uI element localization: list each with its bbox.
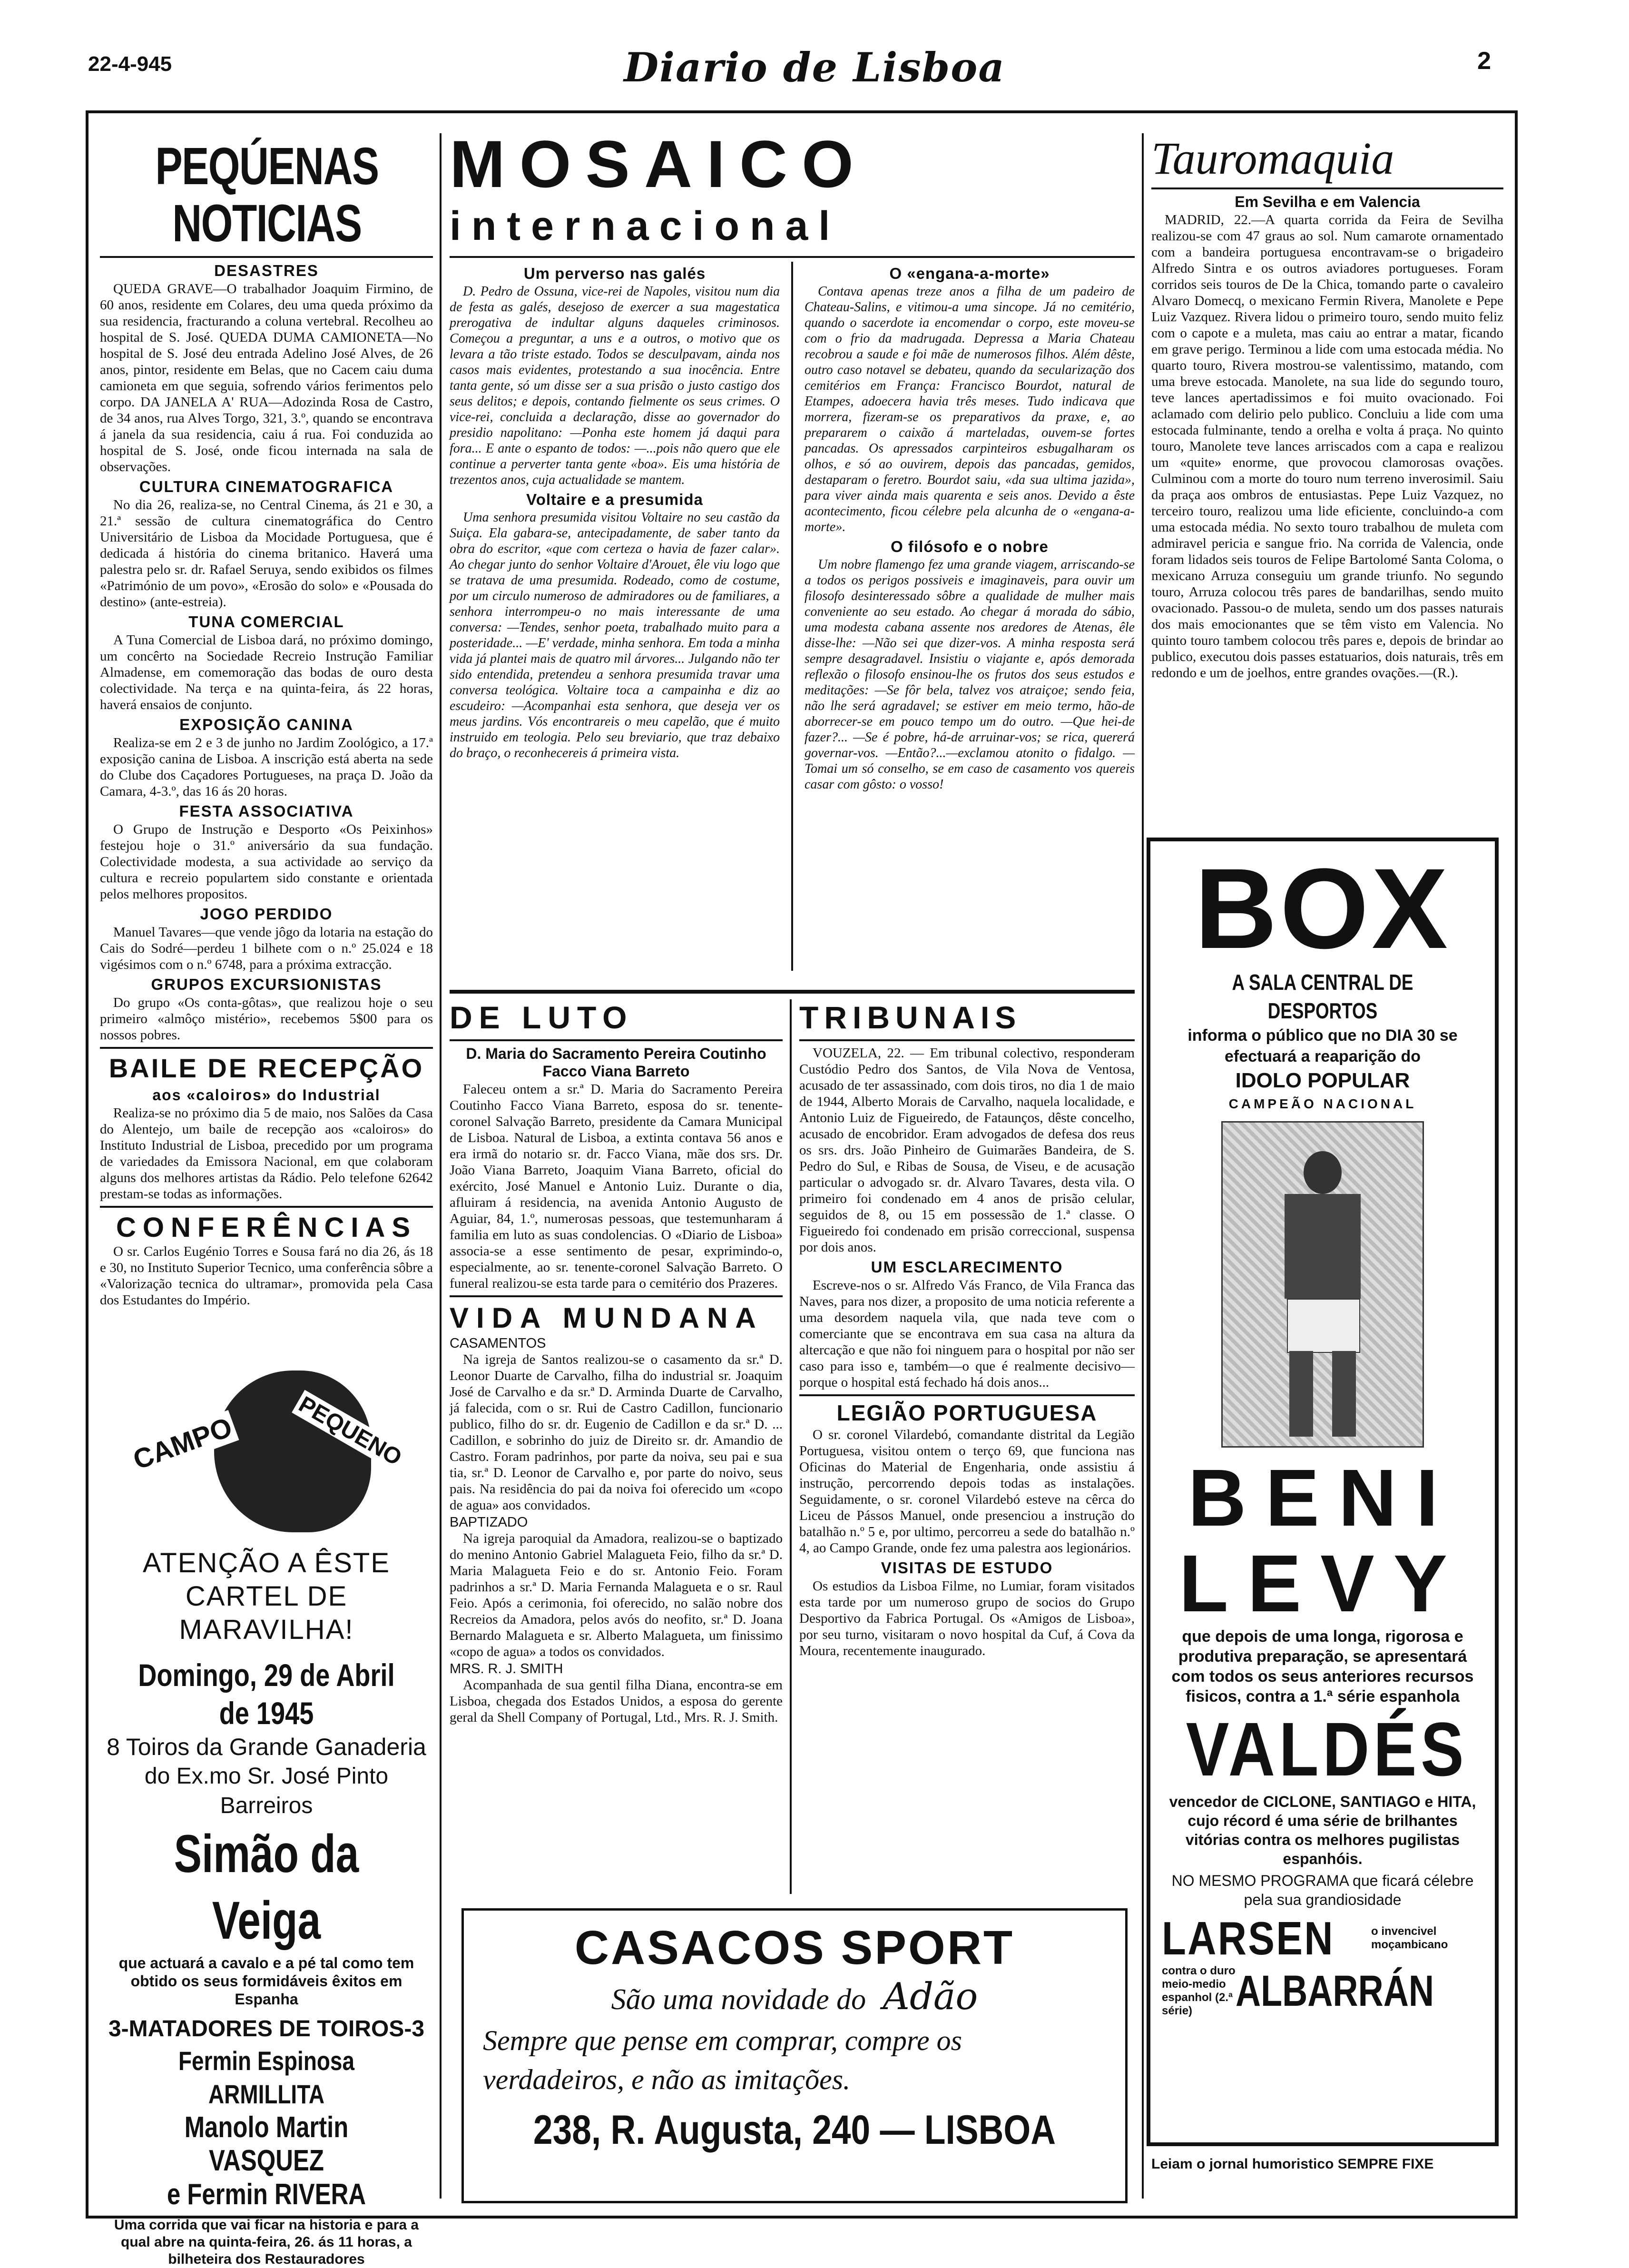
article-text: Escreve-nos o sr. Alfredo Vás Franco, de Vila Franca das Naves, para nos dizer, a proposito de uma noticia referente a uma desordem naquela vila, que nada teve com o comerciante que se encontrava em sua casa na altura da altercação e que não foi ninguem para o hospital por não ser caso para isso e, também—o que é realmente decisivo—porque o hospital está fechado há dois anos... [799, 1278, 1135, 1390]
ad-line: A SALA CENTRAL DE DESPORTOS [1232, 970, 1413, 1023]
ad-title: CASACOS SPORT [574, 1921, 1015, 1974]
subhead: BAPTIZADO [450, 1515, 528, 1530]
article-text: Faleceu ontem a sr.ª D. Maria do Sacramento Pereira Coutinho Facco Viana Barreto, esposa do sr. tenente-coronel Salvação Barreto, presidente da Camara Municipal de Lisboa. Natural de Lisboa, a extinta contava 56 anos e era irmã do notario sr. dr. Facco Viana, mãe dos srs. Dr. João Viana Barreto, Joaquim Viana Barreto, oficial do exército, José Manuel e Antonio Luiz. Durante o dia, afluiram á residencia, na avenida Antonio Augusto de Aguiar, 84, 1.º, numerosas pessoas, que testemunharam á familia em luto as suas condolencias. O «Diario de Lisboa» associa-se a esse sentimento de pesar, exprimindo-o, especialmente, ao sr. tenente-coronel Salvação Barreto. O funeral realizou-se esta tarde para o cemitério dos Prazeres. [450, 1082, 783, 1291]
luto-title: DE LUTO [450, 1000, 634, 1035]
article-text: O sr. coronel Vilardebó, comandante distrital da Legião Portuguesa, visitou ontem o terço 69, que funciona nas Oficinas do Material de Engenharia, onde assistiu á instrução, percorrendo depois todas as instalações. Seguidamente, o sr. coronel Vilardebó esteve na cêrca do Liceu de Pássos Manuel, onde presenciou a instrução do batalhão n.º 5 e, por ultimo, percorreu a sede do batalhão n.º 4, ao Campo Grande, onde fez uma palestra aos legionários. [799, 1427, 1135, 1556]
ad-line: São uma novidade do [611, 1983, 866, 2016]
section-title: PEQÚENAS NOTICIAS [155, 137, 379, 253]
sempre-fixe-note: Leiam o jornal humoristico SEMPRE FIXE [1151, 2156, 1434, 2172]
column-rule [440, 133, 442, 2199]
ad-line: que actuará a cavalo e a pé tal como tem obtido os seus formidáveis êxitos em Espanha [118, 1954, 414, 2008]
tauromaquia-section [1151, 133, 1503, 838]
ad-headline: ATENÇÃO A ÊSTE CARTEL DE MARAVILHA! [142, 1548, 391, 1645]
ad-line: CAMPEÃO NACIONAL [1228, 1096, 1417, 1111]
luto-vida-column [450, 999, 783, 1894]
logo-text: CAMPO [126, 1410, 239, 1477]
subhead: CULTURA CINEMATOGRAFICA [139, 478, 394, 495]
tribunais-title: TRIBUNAIS [799, 1000, 1022, 1035]
subhead: JOGO PERDIDO [200, 905, 333, 923]
newspaper-title: Diario de Lisboa [624, 44, 1005, 91]
baile-subtitle: aos «caloiros» do Industrial [152, 1086, 381, 1104]
ad-line: IDOLO POPULAR [1235, 1069, 1410, 1092]
bull-head-icon [214, 1371, 371, 1532]
mosaico-section [450, 128, 1135, 985]
article-text: O sr. Carlos Eugénio Torres e Sousa fará no dia 26, ás 18 e 30, no Instituto Superior Tecnico, uma conferência sôbre a «Valorização tecnica do ultramar», promovida pela Casa dos Estudantes do Império. [100, 1244, 433, 1308]
article-text: Na igreja de Santos realizou-se o casamento da sr.ª D. Leonor Duarte de Carvalho, filha do industrial sr. Joaquim José de Carvalho e da sr.ª D. Arminda Duarte de Carvalho, já falecida, com o sr. Rui de Castro Cadillon, funcionario publico, filho do sr. dr. Eugenio de Cadillon e da sr.ª D. ... Cadillon, e sobrinho do juiz de Direito sr. dr. Amandio de Castro. Foram padrinhos, por parte da noiva, seu pai e sua tia, sr.ª D. Leonor de Carvalho e, por parte do noivo, seus pais. Na residência do pai da noiva foi oferecido um «copo de agua» aos convidados. [450, 1352, 783, 1513]
ad-date: Domingo, 29 de Abril de 1945 [138, 1657, 395, 1731]
article-text: Os estudios da Lisboa Filme, no Lumiar, foram visitados esta tarde por um numeroso grupo de socios do Grupo Desportivo da Fabrica Portugal. Os «Amigos de Lisboa», por seu turno, visitaram o novo hospital da Cuf, á Cova da Moura, recentemente inaugurado. [799, 1578, 1135, 1658]
mosaico-subtitle: internacional [450, 203, 841, 249]
article-text: Do grupo «Os conta-gôtas», que realizou hoje o seu primeiro «almôço mistério», recebemos 5$00 para os nossos pobres. [100, 995, 433, 1043]
article-text: O Grupo de Instrução e Desporto «Os Peixinhos» festejou hoje o 31.º aniversário da sua fundação. Colectividade modesta, a sua actividade ao serviço da cultura e recreio populartem sido constante e orientada pelos melhores propositos. [100, 822, 433, 902]
obituary-name: D. Maria do Sacramento Pereira Coutinho Facco Viana Barreto [466, 1045, 766, 1080]
baile-title: BAILE DE RECEPÇÃO [108, 1053, 424, 1083]
article-text: VOUZELA, 22. — Em tribunal colectivo, responderam Custódio Pedro dos Santos, de Vila Nova de Ventosa, acusado de ter assassinado, com dois tiros, no dia 1 de maio de 1944, Alberto Morais de Carvalho, naquela localidade, e Antonio Luiz de Figueiredo, de Fataunços, dêste concelho, acusado de encobridor. Eram advogados de defesa dos reus os srs. drs. João Pinheiro de Guimarães Bandeira, de S. Pedro do Sul, e Ribas de Sousa, de Viseu, e de acusação particular o advogado sr. dr. Alvaro Tavares, desta vila. O primeiro foi condenado em 4 anos de prisão celular, seguidos de 8, ou 15 em possessão de 1.ª classe. O Figueiredo foi condenado em prisão correccional, suspensa por dois anos. [799, 1045, 1135, 1255]
subhead: Um perverso nas galés [523, 265, 706, 282]
article-text: Manuel Tavares—que vende jôgo da lotaria na estação do Cais do Sodré—perdeu 1 bilhete com o n.º 25.024 e 18 vigésimos com o n.º 6748, para a próxima extracção. [100, 925, 433, 972]
subhead: EXPOSIÇÃO CANINA [179, 716, 353, 733]
subhead: UM ESCLARECIMENTO [871, 1258, 1063, 1276]
ad-line: 3-MATADORES DE TOIROS-3 [108, 2016, 425, 2041]
article-text: No dia 26, realiza-se, no Central Cinema, ás 21 e 30, a 21.ª sessão de cultura cinematográfica do Centro Universitário de Lisboa da Mocidade Portuguesa, que é dedicada á história do cinema britanico. Haverá uma palestra pelo sr. dr. Rafael Seruya, sendo exibidos os filmes «Património de um povo», «Erosão do solo» e «Pousada do destino» (ante-estreia). [100, 497, 433, 610]
article-text: Acompanhada de sua gentil filha Diana, encontra-se em Lisboa, chegada dos Estados Unidos, a esposa do gerente geral da Shell Company of Portugal, Ltd., Mrs. R. J. Smith. [450, 1677, 783, 1725]
article-text: MADRID, 22.—A quarta corrida da Feira de Sevilha realizou-se com 47 graus ao sol. Num camarote ornamentado com a bandeira portuguesa encontravam-se o brigadeiro Alfredo Sintra e os outros aviadores portugueses. Foram corridos seis touros de De la Chica, tomando parte o cavaleiro Alvaro Domecq, o mexicano Fermin Rivera, Manolete e Pepe Luiz Vazquez. Rivera lidou o primeiro touro, sendo muito feliz com o capote e a muleta, mas caiu ao entrar a matar, ficando em grave perigo. Terminou a lide com uma estocada média. No quarto touro, Rivera mostrou-se valentissimo, matando, com uma breve estocada. Manolete, na sua lide do segundo touro, teve lances apertadissimos e foi muito ovacionado. Foi aclamado com delirio pelo publico. Concluiu a lide com uma estocada fulminante, tendo a orelha e volta á praça. No quinto touro, Manolete teve lances arriscados com a capa e realizou um «quite» enorme, que provocou clamorosas ovações. Culminou com a morte do touro num terreno inverosimil. Saiu da praça aos ombros de entusiastas. Pepe Luiz Vazquez, no terceiro touro, realizou uma lide eficiente, concluindo-a com uma estocada média. No sexto touro trabalhou de muleta com admiravel pericia e sangue frio. Na corrida de Valencia, onde foram lidados seis touros de Felipe Bartolomé Santa Coloma, o mexicano Arruza conseguiu um grande triunfo. No segundo touro, Arruza colocou três pares de bandarilhas, sendo muito ovacionado. Passou-o de muleta, sendo um dos passes naturais dos mais emocionantes que se têm visto em Valencia. No quinto touro tambem colocou três pares e, depois de brindar ao publico, executou dois passes estatuarios, dois naturais, três em redondo e um de joelhos, entre grandes ovações.—(R.). [1151, 212, 1503, 680]
subhead: LEGIÃO PORTUGUESA [836, 1400, 1098, 1425]
subhead: MRS. R. J. SMITH [450, 1661, 563, 1676]
box-ad [1147, 838, 1499, 2146]
ad-matador: e Fermin RIVERA [167, 2178, 366, 2211]
article-text: Realiza-se em 2 e 3 de junho no Jardim Zoológico, a 17.ª exposição canina de Lisboa. A inscrição está aberta na sede do Clube dos Caçadores Portugueses, na praça D. João da Camara, 4-3.º, das 16 ás 20 horas. [100, 735, 433, 799]
ad-line: que depois de uma longa, rigorosa e produtiva preparação, se apresentará com todos os seus anteriores recursos fisicos, contra a 1.ª série espanhola [1171, 1627, 1474, 1706]
ad-line: Uma corrida que vai ficar na historia e para a qual abre na quinta-feira, 26. ás 11 horas, a bilheteira dos Restauradores [114, 2217, 419, 2267]
subhead: DESASTRES [214, 262, 319, 279]
ad-matador: Manolo Martin VASQUEZ [184, 2111, 349, 2177]
subhead: TUNA COMERCIAL [188, 613, 344, 631]
ad-line: informa o público que no DIA 30 se efectuará a reaparição do [1187, 1026, 1458, 1065]
mosaico-title: MOSAICO [450, 127, 868, 201]
casacos-sport-ad [461, 1908, 1128, 2203]
tribunais-column [799, 999, 1135, 1894]
pequenas-noticias-section [100, 138, 433, 1347]
boxer-name: BENI [1187, 1453, 1458, 1543]
boxer-name: LARSEN [1162, 1912, 1335, 1964]
conferencias-title: CONFERÊNCIAS [116, 1212, 417, 1243]
logo-text: PEQUENO [292, 1390, 409, 1473]
adao-signature: Adão [883, 1975, 978, 2018]
boxer-figure-icon [1304, 1151, 1342, 1194]
column-rule [1142, 133, 1144, 2199]
article-text: Na igreja paroquial da Amadora, realizou-se o baptizado do menino Antonio Gabriel Malagueta Feio, filho da sr.ª D. Maria Malagueta Feio e do sr. Antonio Feio. Foram padrinhos a sr.ª D. Maria Fernanda Malagueta e o sr. Raul Feio. Após a cerimonia, foi oferecido, no salão nobre dos Recreios da Amadora, pelos avós do neofito, sr.ª D. Joana Bernardo Malagueta e sr. Alberto Malagueta, um finissimo «copo de agua» a todos os convidados. [450, 1531, 783, 1659]
subhead: CASAMENTOS [450, 1336, 546, 1351]
section-rule [450, 990, 1135, 994]
campo-pequeno-logo [100, 1366, 433, 1547]
ad-line: o invencivel moçambicano [1371, 1925, 1448, 1951]
subhead: FESTA ASSOCIATIVA [179, 802, 354, 820]
ad-star-name: Simão da Veiga [174, 1824, 359, 1950]
box-title: BOX [1194, 845, 1451, 972]
article-text: Um nobre flamengo fez uma grande viagem, arriscando-se a todos os perigos possiveis e imaginaveis, para ouvir um filosofo desinteressado sôbre a qualidade de mulher mais conveniente ao seu estado. Ao chegar á morada do sábio, uma modesta cabana assente nos aredores de Atenas, êle disse-lhe: —Não sei que dizer-vos. A minha resposta será sempre desagradavel. Insistiu o viajante e, após demorada reflexão o filosofo ensinou-lhe os frutos dos seus estudos e meditações: —Se fôr bela, talvez vos atraiçoe; sendo feia, não lhe será agradavel; se estiver em meio termo, hão-de aborrecer-se em pouco tempo um do outro. —Que hei-de fazer?... —Se é pobre, há-de arruinar-vos; se rica, quererá governar-vos. —Então?...—exclamou atonito o fidalgo. —Tomai um só conselho, se em caso de casamento vos quereis casar com gôsto: o vosso! [805, 557, 1135, 792]
ad-matador: Fermin Espinosa ARMILLITA [178, 2046, 354, 2109]
ad-line: vencedor de CICLONE, SANTIAGO e HITA, cujo récord é uma série de brilhantes vitórias contra os melhores pugilistas espanhóis. [1169, 1793, 1476, 1867]
ad-line: Sempre que pense em comprar, compre os verdadeiros, e não as imitações. [483, 2025, 962, 2095]
opponent-name: VALDÉS [1186, 1706, 1468, 1792]
boxer-name: ALBARRÁN [1235, 1967, 1434, 2015]
article-text: A Tuna Comercial de Lisboa dará, no próximo domingo, um concêrto na Sociedade Recreio Instrução Familiar Almadense, em comemoração das bodas de ouro desta colectividade. Na terça e na quinta-feira, ás 22 horas, haverá ensaios de conjunto. [100, 632, 433, 712]
article-text: Uma senhora presumida visitou Voltaire no seu castão da Suiça. Ela gabara-se, antecipadamente, de saber tanto da obra do escritor, «que com certeza o havia de fazer calar». Ao chegar junto do senhor Voltaire d'Arouet, êle viu logo que se tratava de uma presumida. Rodeado, como de costume, por um circulo numeroso de admiradores ou de familiares, a senhora interrompeu-o no mais interessante de uma conversa: —Tendes, senhor poeta, trabalhado muito para a posteridade... —E' verdade, minha senhora. Em toda a minha vida já plantei mais de quatro mil árvores... Julgando não ter sido entendida, pretendeu a senhora presumida travar uma conversa teológica. Voltaire toca a campainha e diz ao escudeiro: —Acompanhai esta senhora, que deseja ver os meus jardins. Vós encontrareis o meu capelão, que é muito instruido em teologia. Pelo seu breviario, que traz debaixo do braço, o reconhecereis á primeira vista. [450, 510, 780, 760]
subhead: Em Sevilha e em Valencia [1235, 193, 1420, 210]
subhead: GRUPOS EXCURSIONISTAS [151, 976, 382, 993]
ad-line: 8 Toiros da Grande Ganaderia [107, 1734, 426, 1760]
campo-pequeno-ad [100, 1366, 433, 2267]
column-rule [790, 999, 792, 1894]
article-text: Realiza-se no próximo dia 5 de maio, nos Salões da Casa do Alentejo, um baile de recepção aos «caloiros» do Instituto Industrial de Lisboa, precedido por um programa de variedades da Emissora Nacional, em que colaboram alguns dos melhores artistas da Rádio. Pelo telefone 62642 prestam-se todas as informações. [100, 1105, 433, 1202]
boxer-name: LEVY [1178, 1538, 1466, 1629]
subhead: Voltaire e a presumida [526, 491, 703, 508]
page-number: 2 [1477, 47, 1491, 75]
article-text: QUEDA GRAVE—O trabalhador Joaquim Firmino, de 60 anos, residente em Colares, deu uma queda próximo da sua residencia, fracturando a coluna vertebral. Recolheu ao hospital de S. José. QUEDA DUMA CAMIONETA—No hospital de S. José deu entrada Adelino José Alves, de 26 anos, pintor, residente em Belas, que no Cacem caiu duma camioneta em que seguia, sofrendo vários ferimentos pelo corpo. DA JANELA A' RUA—Adozinda Rosa de Castro, de 34 anos, rua Alves Torgo, 321, 3.º, quando se encontrava á janela da sua residencia, caiu á rua. Foi conduzida ao hospital de S. José, onde ficou internada na sala de observações. [100, 281, 433, 474]
issue-date: 22-4-945 [88, 52, 172, 76]
ad-address: 238, R. Augusta, 240 — LISBOA [533, 2107, 1056, 2153]
boxer-photo [1221, 1121, 1424, 1448]
article-text: D. Pedro de Ossuna, vice-rei de Napoles, visitou num dia de festa as galés, desejoso de exercer a sua magestatica prerogativa de indultar alguns daqueles criminosos. Começou a preguntar, a uns e a outros, o motivo que os levara a tão triste estado. Todos se desculpavam, ainda nos casos mais evidentes, protestando a sua inocência. Entre tanta gente, só um disse ser a sua prisão o justo castigo dos seus delitos; e depois, contando fielmente os seus crimes. O vice-rei, concluida a declaração, disse ao governador do presidio napolitano: —Ponha este homem já daqui para fora... E ante o espanto de todos: —...pois não quero que ele continue a perverter tanta gente «boa». Eis uma história de trezentos anos, cuja actualidade se mantem. [450, 284, 780, 487]
ad-line: contra o duro meio-medio espanhol (2.ª série) [1162, 1964, 1236, 2017]
article-text: Contava apenas treze anos a filha de um padeiro de Chateau-Salins, e vitimou-a uma sincope. Já no cemitério, quando o sacerdote ia encomendar o corpo, este moveu-se com o frio da madrugada. Depressa a Maria Chateau recobrou a saude e foi mãe de numerosos filhos. Além dêste, outro caso notavel se debateu, quando da secularização dos cemitérios em França: Francisco Bourdot, natural de Etampes, adoecera havia três meses. Tudo indicava que morrera, fizeram-se os preparativos da praxe, e, ao prepararem o caixão á marteladas, ouvem-se fortes pancadas. Os apressados carpinteiros esbugalharam os olhos, e só ao ouvirem, depois das pancadas, gemidos, destaparam o feretro. Bourdot saiu, «da sua ultima jazida», para viver ainda mais quarenta e seis anos. Devido a êste acontecimento, ficou célebre pela alcunha de o «engana-a-morte». [805, 284, 1135, 534]
ad-line: do Ex.mo Sr. José Pinto Barreiros [144, 1764, 389, 1818]
section-title: Tauromaquia [1151, 133, 1394, 184]
subhead: O filósofo e o nobre [891, 538, 1049, 555]
ad-line: NO MESMO PROGRAMA que ficará célebre pela sua grandiosidade [1171, 1872, 1474, 1908]
vida-title: VIDA MUNDANA [450, 1302, 764, 1334]
subhead: O «engana-a-morte» [889, 265, 1050, 282]
subhead: VISITAS DE ESTUDO [881, 1559, 1053, 1577]
